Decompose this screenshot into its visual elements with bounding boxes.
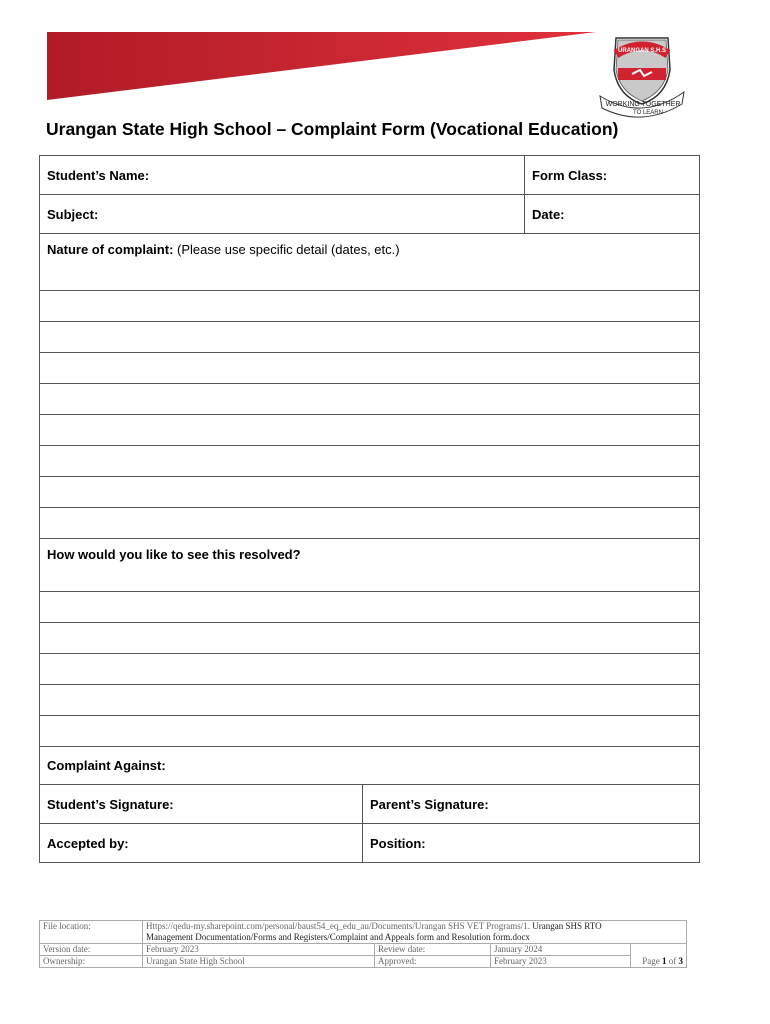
form-row-nature: [40, 234, 700, 291]
crest-motto-line1: WORKING TOGETHER: [605, 101, 681, 108]
file-location-label: File location:: [40, 921, 143, 944]
nature-line[interactable]: [40, 508, 700, 539]
review-date-value: January 2024: [491, 944, 631, 956]
form-row-subject: [40, 195, 700, 234]
version-date-label: Version date:: [40, 944, 143, 956]
file-location-path-bold: Urangan SHS RTO: [532, 921, 602, 931]
ownership-value: Urangan State High School: [143, 956, 375, 968]
subject-label: Subject:: [47, 206, 99, 222]
position-label: Position:: [370, 835, 426, 851]
accepted-by-field[interactable]: [40, 824, 363, 863]
approved-label: Approved:: [375, 956, 491, 968]
nature-line[interactable]: [40, 322, 700, 353]
date-label: Date:: [532, 206, 565, 222]
accepted-by-label: Accepted by:: [47, 835, 129, 851]
complaint-against-label: Complaint Against:: [47, 758, 166, 773]
crest-motto-line2: TO LEARN: [633, 110, 663, 116]
resolution-line[interactable]: [40, 623, 700, 654]
form-row-accepted: [40, 824, 700, 863]
resolution-line[interactable]: [40, 654, 700, 685]
file-location-path: Https://qedu-my.sharepoint.com/personal/baust54_eq_edu_au/Documents/Urangan SHS VET Programs/1.: [146, 921, 531, 931]
position-field[interactable]: [363, 824, 700, 863]
school-crest-logo: [596, 30, 688, 122]
nature-line[interactable]: [40, 384, 700, 415]
parent-signature-field[interactable]: [363, 785, 700, 824]
form-row-against: [40, 747, 700, 785]
nature-of-complaint-field[interactable]: [40, 234, 700, 291]
resolution-line[interactable]: [40, 716, 700, 747]
subject-field[interactable]: [40, 195, 525, 234]
red-banner-shape: [47, 32, 596, 100]
complaint-form-table: [39, 155, 700, 863]
version-date-value: February 2023: [143, 944, 375, 956]
nature-line[interactable]: [40, 477, 700, 508]
parent-signature-label: Parent’s Signature:: [370, 796, 489, 812]
resolution-line[interactable]: [40, 592, 700, 623]
document-footer: [39, 920, 687, 968]
nature-line[interactable]: [40, 353, 700, 384]
student-name-label: Student’s Name:: [47, 167, 150, 183]
student-signature-field[interactable]: [40, 785, 363, 824]
student-signature-label: Student’s Signature:: [47, 796, 174, 812]
resolution-field[interactable]: [40, 539, 700, 592]
file-location-value: [143, 921, 687, 944]
form-row-resolved: [40, 539, 700, 592]
nature-hint: (Please use specific detail (dates, etc.): [177, 242, 400, 257]
form-row-name: [40, 156, 700, 195]
form-row-signatures: [40, 785, 700, 824]
file-location-path-line2: Management Documentation/Forms and Registers/Complaint and Appeals form and Resolution form.docx: [146, 932, 530, 942]
nature-label: Nature of complaint:: [47, 242, 174, 257]
nature-line[interactable]: [40, 446, 700, 477]
page-number: Page 1 of 3: [631, 944, 687, 968]
form-class-field[interactable]: [525, 156, 700, 195]
page-title: Urangan State High School – Complaint Form (Vocational Education): [46, 119, 619, 139]
nature-line[interactable]: [40, 291, 700, 322]
ownership-label: Ownership:: [40, 956, 143, 968]
nature-line[interactable]: [40, 415, 700, 446]
resolved-label: How would you like to see this resolved?: [47, 547, 301, 562]
review-date-label: Review date:: [375, 944, 491, 956]
approved-value: February 2023: [491, 956, 631, 968]
crest-top-text: URANGAN S.H.S: [617, 48, 667, 54]
date-field[interactable]: [525, 195, 700, 234]
form-class-label: Form Class:: [532, 167, 608, 183]
complaint-against-field[interactable]: [40, 747, 700, 785]
resolution-line[interactable]: [40, 685, 700, 716]
student-name-field[interactable]: [40, 156, 525, 195]
